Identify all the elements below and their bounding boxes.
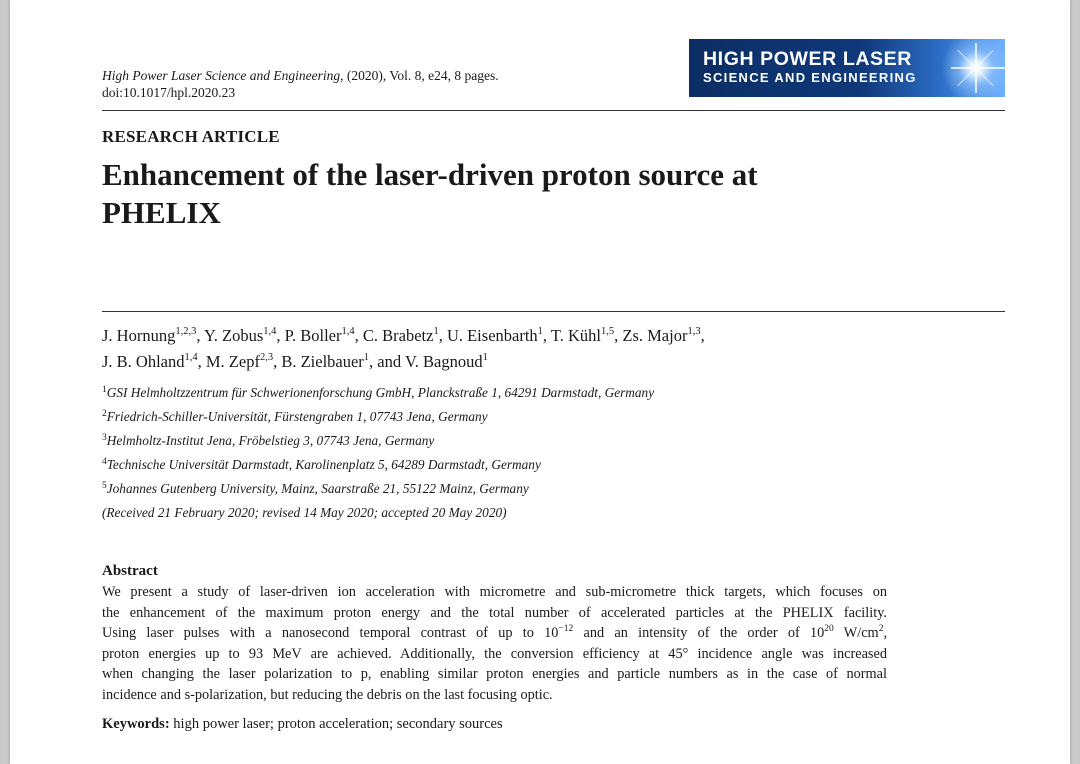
abstract-line: proton energies up to 93 MeV are achieved. Additionally, the conversion efficiency at 45° incidence angle was increased	[102, 645, 887, 662]
article-page	[10, 0, 1070, 764]
author-affil-sup: 1	[482, 352, 488, 363]
author-name[interactable]: T. Kühl	[550, 326, 601, 345]
affiliation-item: $^4$Technische Universität Darmstadt, Karolinenplatz 5, 64289 Darmstadt, Germany	[102, 457, 541, 472]
abstract-line: We present a study of laser-driven ion acceleration with micrometre and sub-micrometre thick targets, which focuses on	[102, 584, 887, 600]
journal-logo[interactable]	[689, 39, 1005, 97]
article-type: RESEARCH ARTICLE	[102, 127, 280, 146]
logo-line-1: HIGH POWER LASER	[703, 48, 912, 70]
journal-reference	[102, 67, 499, 101]
title-line-2: PHELIX	[102, 195, 221, 230]
author-name[interactable]: B. Zielbauer	[281, 352, 364, 371]
author-affil-sup: 1,4	[184, 352, 198, 363]
author-name[interactable]: P. Boller	[284, 326, 342, 345]
affiliation-item: $^1$GSI Helmholtzzentrum für Schwerionenforschung GmbH, Planckstraße 1, 64291 Darmstadt, Germany	[102, 385, 655, 400]
author-list	[102, 323, 1002, 375]
keywords-text: high power laser; proton acceleration; secondary sources	[169, 716, 503, 732]
affiliation-item: $^3$Helmholtz-Institut Jena, Fröbelstieg 3, 07743 Jena, Germany	[102, 433, 435, 448]
author-name[interactable]: U. Eisenbarth	[446, 326, 538, 345]
received-dates: (Received 21 February 2020; revised 14 May 2020; accepted 20 May 2020)	[102, 505, 507, 520]
title-line-1: Enhancement of the laser-driven proton source at	[102, 157, 758, 192]
article-title	[102, 156, 882, 232]
logo-line-2: SCIENCE AND ENGINEERING	[703, 70, 917, 85]
author-line-2: J. B. Ohland$^{1,4}$, M. Zepf$^{2,3}$, B. Zielbauer$^1$, and V. Bagnoud$^1$	[102, 352, 488, 371]
affiliation-item: $^2$Friedrich-Schiller-Universität, Fürstengraben 1, 07743 Jena, Germany	[102, 409, 488, 424]
author-affil-sup: 1,4	[341, 326, 355, 337]
author-affil-sup: 1,2,3	[175, 326, 197, 337]
abstract-body	[102, 582, 887, 706]
affiliation-item: $^5$Johannes Gutenberg University, Mainz, Saarstraße 21, 55122 Mainz, Germany	[102, 481, 529, 496]
abstract-line: when changing the laser polarization to p, enabling similar proton energies and particle numbers as in the case of normal	[102, 666, 887, 683]
abstract-line: Using laser pulses with a nanosecond temporal contrast of up to $10^{-12}$ and an intensity of the order of $10^{20}$ $W/cm^2$,	[102, 624, 888, 642]
author-affil-sup: 1	[537, 326, 543, 337]
author-name[interactable]: Y. Zobus	[203, 326, 264, 345]
author-name[interactable]: C. Brabetz	[362, 326, 434, 345]
author-name[interactable]: J. Hornung	[102, 326, 176, 345]
author-affil-sup: 2,3	[259, 352, 274, 363]
author-affil-sup: 1,4	[263, 326, 277, 337]
title-divider	[102, 311, 1005, 312]
author-name[interactable]: M. Zepf	[205, 352, 260, 371]
keywords-label: Keywords:	[102, 716, 170, 732]
author-affil-sup: 1	[363, 352, 370, 363]
header-divider	[102, 110, 1005, 111]
author-name[interactable]: J. B. Ohland	[102, 352, 185, 371]
abstract-heading: Abstract	[102, 563, 158, 579]
author-name[interactable]: Zs. Major	[622, 326, 688, 345]
journal-name[interactable]: High Power Laser Science and Engineering	[102, 68, 341, 83]
author-line-1: J. Hornung$^{1,2,3}$, Y. Zobus$^{1,4}$, P. Boller$^{1,4}$, C. Brabetz$^1$, U. Eisenbarth$^1$, T. Kühl$^{1,5}$, Zs. Major$^{1,3}$,	[102, 326, 705, 345]
doi-link[interactable]: doi:10.1017/hpl.2020.23	[102, 85, 236, 100]
abstract-line: the enhancement of the maximum proton energy and the total number of accelerated particles at the PHELIX facility.	[102, 604, 887, 621]
abstract-line: incidence and s-polarization, but reducing the debris on the last focusing optic.	[102, 686, 553, 703]
author-affil-sup: 1,5	[600, 326, 615, 337]
journal-citation: High Power Laser Science and Engineering, (2020), Vol. 8, e24, 8 pages.	[102, 68, 499, 83]
keywords	[102, 716, 503, 733]
affiliation-list	[102, 383, 654, 527]
author-name[interactable]: V. Bagnoud	[404, 352, 483, 371]
author-affil-sup: 1	[433, 326, 439, 337]
author-affil-sup: 1,3	[687, 326, 701, 337]
